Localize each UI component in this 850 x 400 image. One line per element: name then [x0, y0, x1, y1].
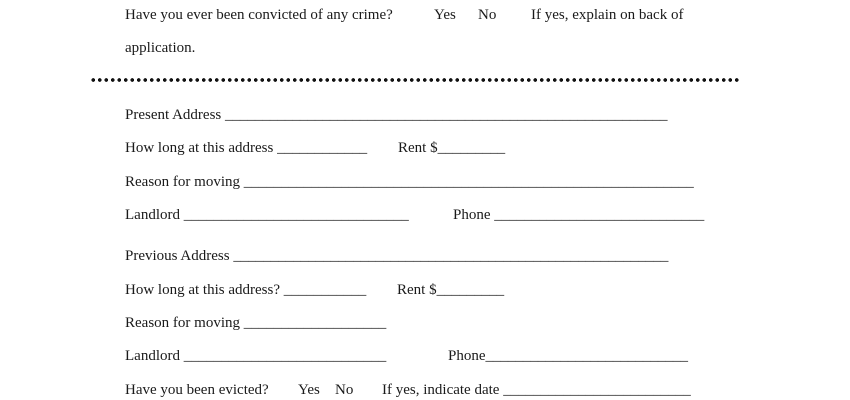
- previous-how-long-blank[interactable]: ___________: [283, 282, 367, 298]
- present-rent-label: Rent $: [398, 140, 438, 156]
- dotted-separator: [90, 77, 740, 83]
- eviction-yes-option: Yes: [298, 382, 320, 398]
- eviction-question-label: Have you been evicted?: [125, 382, 269, 398]
- previous-address-blank[interactable]: __________________________________________________________: [233, 248, 669, 264]
- previous-phone-label: Phone: [448, 348, 486, 364]
- eviction-date-row: [382, 381, 691, 399]
- previous-reason-label: Reason for moving: [125, 315, 240, 331]
- previous-how-long-label: How long at this address?: [125, 282, 280, 298]
- present-phone-row: [453, 206, 704, 224]
- previous-rent-label: Rent $: [397, 282, 437, 298]
- crime-explain-note: If yes, explain on back of: [531, 7, 684, 23]
- previous-reason-blank[interactable]: ___________________: [243, 315, 387, 331]
- present-address-blank[interactable]: ___________________________________________________________: [225, 107, 668, 123]
- present-reason-label: Reason for moving: [125, 174, 240, 190]
- present-reason-row: [125, 173, 694, 191]
- present-address-row: [125, 106, 668, 124]
- previous-address-row: [125, 247, 668, 265]
- present-how-long-blank[interactable]: ____________: [277, 140, 368, 156]
- previous-rent-row: [397, 281, 504, 299]
- eviction-no-option: No: [335, 382, 354, 398]
- eviction-date-blank[interactable]: _________________________: [503, 382, 691, 398]
- present-landlord-label: Landlord: [125, 207, 180, 223]
- crime-explain-note-cont: application.: [125, 40, 196, 56]
- crime-question-label: Have you ever been convicted of any crime?: [125, 7, 393, 23]
- eviction-question-row: [125, 381, 269, 399]
- crime-question-row: [125, 6, 393, 24]
- previous-how-long-row: [125, 281, 366, 299]
- previous-landlord-blank[interactable]: ___________________________: [183, 348, 387, 364]
- previous-landlord-row: [125, 347, 386, 365]
- previous-phone-blank[interactable]: ___________________________: [485, 348, 688, 364]
- present-landlord-blank[interactable]: ______________________________: [183, 207, 409, 223]
- present-how-long-label: How long at this address: [125, 140, 274, 156]
- previous-address-label: Previous Address: [125, 248, 230, 264]
- present-rent-row: [398, 139, 505, 157]
- present-address-label: Present Address: [125, 107, 222, 123]
- present-phone-blank[interactable]: ____________________________: [494, 207, 705, 223]
- present-how-long-row: [125, 139, 367, 157]
- present-landlord-row: [125, 206, 409, 224]
- crime-no-option: No: [478, 7, 497, 23]
- present-phone-label: Phone: [453, 207, 491, 223]
- previous-landlord-label: Landlord: [125, 348, 180, 364]
- present-reason-blank[interactable]: ____________________________________________________________: [243, 174, 694, 190]
- previous-rent-blank[interactable]: _________: [436, 282, 505, 298]
- present-rent-blank[interactable]: _________: [437, 140, 506, 156]
- previous-phone-row: [448, 347, 688, 365]
- previous-reason-row: [125, 314, 386, 332]
- eviction-date-label: If yes, indicate date: [382, 382, 500, 398]
- crime-yes-option: Yes: [434, 7, 456, 23]
